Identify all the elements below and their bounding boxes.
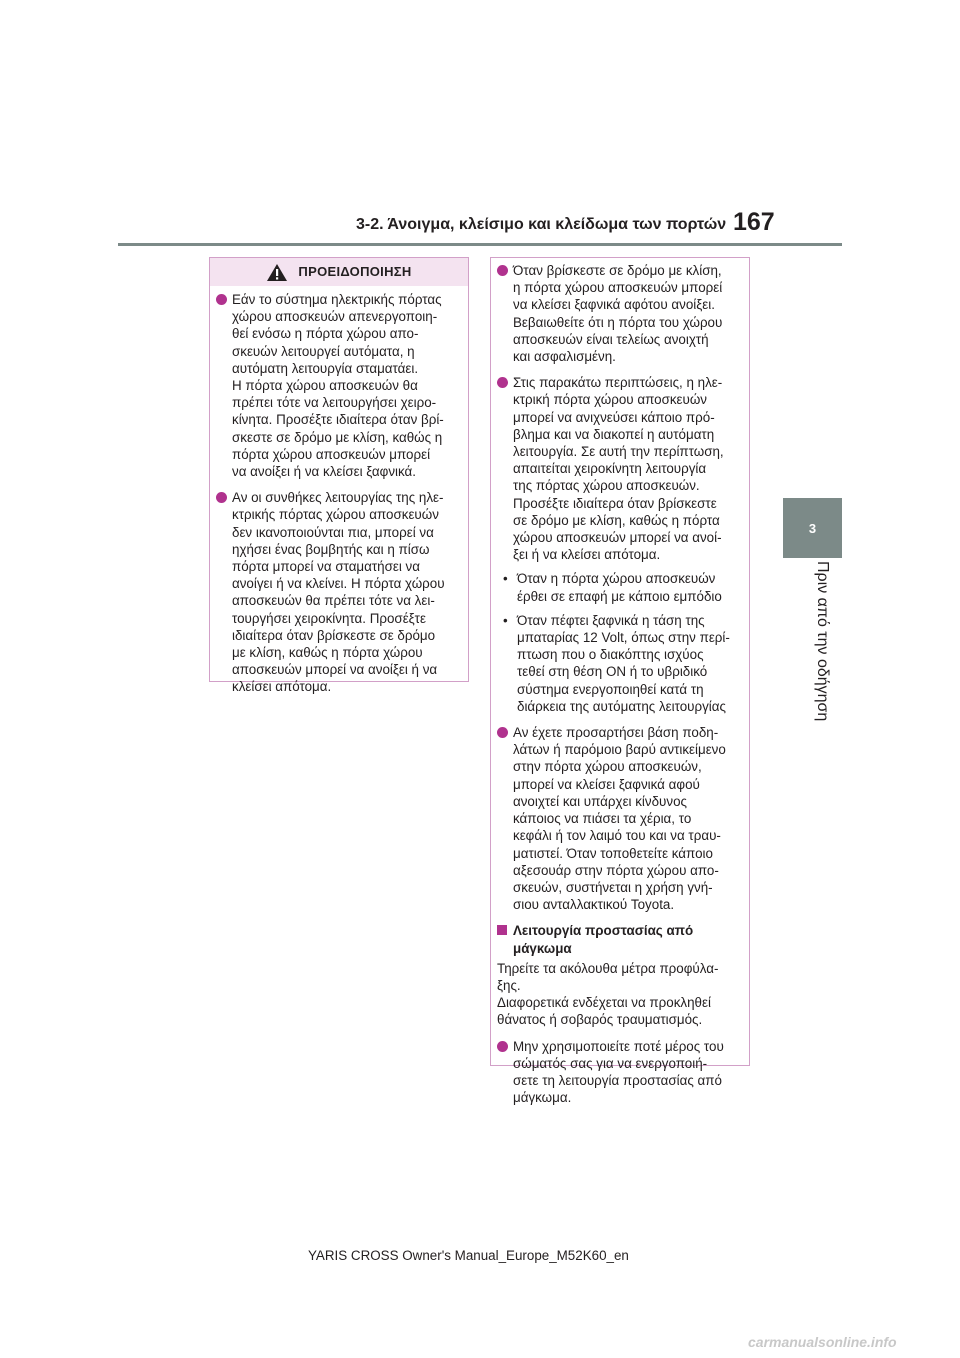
sub-bullet-mark: • (503, 612, 508, 628)
bullet-icon (497, 265, 508, 276)
section-title: Λειτουργία προστασίας από μάγκωμα (513, 923, 694, 956)
chapter-number: 3 (808, 520, 817, 536)
section-heading (497, 922, 739, 956)
list-item (216, 489, 458, 695)
sub-list-item (503, 570, 739, 604)
header-divider (118, 243, 842, 246)
bullet-icon (216, 294, 227, 305)
bullet-icon (497, 377, 508, 388)
sub-bullet-text: Όταν η πόρτα χώρου αποσκευών έρθει σε επαφή με κάποιο εμπόδιο (517, 571, 722, 604)
list-item (497, 262, 739, 365)
bullet-text: Στις παρακάτω περιπτώσεις, η ηλε- κτρική πόρτα χώρου αποσκευών μπορεί να ανιχνεύσει κάποιο πρό- βλημα και να διακοπεί η αυτόματη λειτουργία. Σε αυτή την περίπτωση, απαιτείται χειροκίνητη λειτουργία της πόρτας χώρου αποσκευών. Προσέξτε ιδιαίτερα όταν βρίσκεστε σε δρόμο με κλίση, καθώς η πόρτα χώρου αποσκευών μπορεί να ανοί- ξει ή να κλείσει απότομα. (513, 375, 724, 563)
list-item (497, 724, 739, 913)
bullet-icon (497, 1041, 508, 1052)
list-item (497, 1038, 739, 1107)
warning-title: ΠΡΟΕΙΔΟΠΟΙΗΣΗ (298, 264, 412, 280)
bullet-icon (216, 492, 227, 503)
bullet-text: Αν έχετε προσαρτήσει βάση ποδη- λάτων ή παρόμοιο βαρύ αντικείμενο στην πόρτα χώρου αποσκευών, μπορεί να κλείσει ξαφνικά αφού ανοιχτεί και υπάρχει κίνδυνος κάποιος να πιάσει τα χέρια, το κεφάλι ή τον λαιμό του και να τραυ- ματιστεί. Όταν τοποθετείτε κάποιο αξεσουάρ στην πόρτα χώρου απο- σκευών, συστήνεται η χρήση γνή- σιου ανταλλακτικού Toyota. (513, 725, 726, 913)
bullet-text: Όταν βρίσκεστε σε δρόμο με κλίση, η πόρτα χώρου αποσκευών μπορεί να κλείσει ξαφνικά αφότου ανοίξει. Βεβαιωθείτε ότι η πόρτα του χώρου αποσκευών είναι τελείως ανοιχτή και ασφαλισμένη. (513, 263, 723, 365)
page-footer: YARIS CROSS Owner's Manual_Europe_M52K60_en (308, 1248, 629, 1263)
section-square-icon (497, 925, 507, 935)
warning-box (209, 257, 469, 695)
bullet-icon (497, 727, 508, 738)
list-item (497, 374, 739, 563)
sub-list-item (503, 612, 739, 715)
page-number: 167 (733, 208, 775, 236)
sub-bullet-text: Όταν πέφτει ξαφνικά η τάση της μπαταρίας 12 Volt, όπως στην περί- πτωση που ο διακόπτης ισχύος τεθεί στη θέση ON ή το υβριδικό σύστημα ενεργοποιηθεί κατά τη διάρκεια της αυτόματης λειτουργίας (517, 612, 730, 714)
section-text: Τηρείτε τα ακόλουθα μέτρα προφύλα- ξης. Διαφορετικά ενδέχεται να προκληθεί θάνατος ή σοβαρός τραυματισμός. (497, 960, 719, 1028)
bullet-text: Αν οι συνθήκες λειτουργίας της ηλε- κτρικής πόρτας χώρου αποσκευών δεν ικανοποιούνται πια, μπορεί να ηχήσει ένας βομβητής και η πίσω πόρτα μπορεί να σταματήσει να ανοίγει ή να κλείνει. Η πόρτα χώρου αποσκευών θα πρέπει τότε να λει- τουργήσει χειροκίνητα. Προσέξτε ιδιαίτερα όταν βρίσκεστε σε δρόμο με κλίση, καθώς η πόρτα χώρου αποσκευών μπορεί να ανοίξει ή να κλείσει απότομα. (232, 490, 445, 695)
chapter-side-label: Πριν από την οδήγηση (814, 561, 831, 722)
warning-triangle-icon (266, 263, 288, 282)
bullet-text: Μην χρησιμοποιείτε ποτέ μέρος του σώματός σας για να ενεργοποιή- σετε τη λειτουργία προστασίας από μάγκωμα. (513, 1038, 724, 1106)
sub-bullet-mark: • (503, 571, 508, 587)
watermark: carmanualsonline.info (748, 1334, 897, 1350)
warning-continued-box (490, 257, 750, 1106)
warning-header (210, 258, 468, 286)
list-item (216, 291, 458, 480)
chapter-tab (783, 498, 842, 558)
bullet-text: Εάν το σύστημα ηλεκτρικής πόρτας χώρου αποσκευών απενεργοποιη- θεί ενόσω η πόρτα χώρου απο- σκευών λειτουργεί αυτόματα, η αυτόματη λειτουργία σταματάει. Η πόρτα χώρου αποσκευών θα πρέπει τότε να λειτουργήσει χειρο- κίνητα. Προσέξτε ιδιαίτερα όταν βρί- σκεστε σε δρόμο με κλίση, καθώς η πόρτα χώρου αποσκευών μπορεί να ανοίξει ή να κλείσει ξαφνικά. (232, 292, 444, 480)
running-header: 3-2. Άνοιγμα, κλείσιμο και κλείδωμα των πορτών (356, 216, 727, 233)
